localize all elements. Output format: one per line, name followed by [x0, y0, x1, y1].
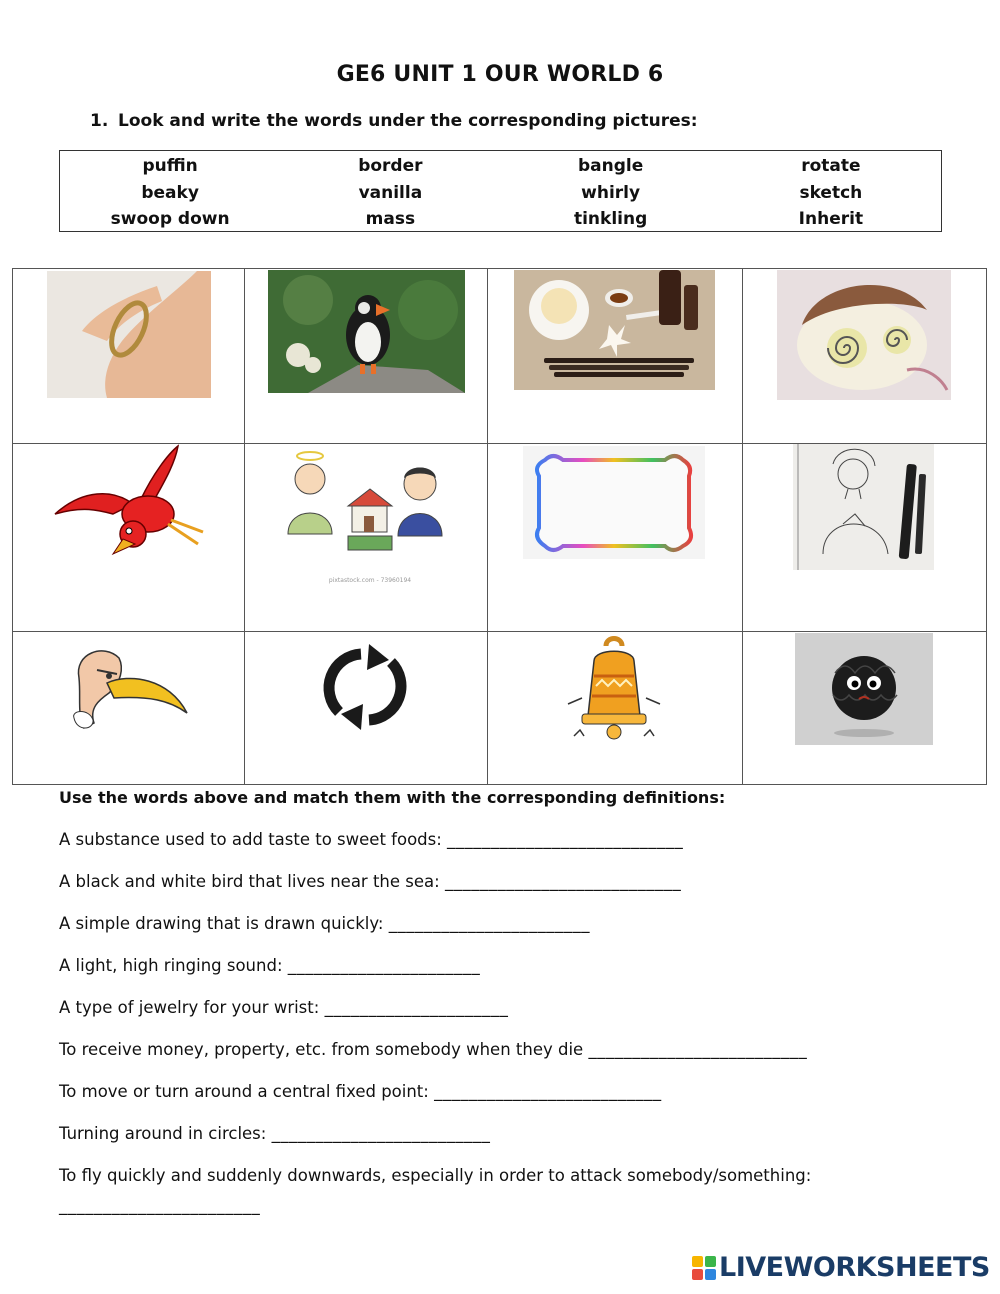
picture-cell[interactable]	[488, 269, 743, 444]
word-bank-word: whirly	[581, 182, 641, 203]
word-bank-word: beaky	[141, 182, 199, 203]
bell-image	[554, 636, 674, 751]
dizzy-hamster-image	[777, 270, 951, 400]
word-bank-word: sketch	[799, 182, 863, 203]
liveworksheets-logo[interactable]	[692, 1252, 990, 1283]
answer-blank[interactable]: ___________________________	[447, 830, 684, 849]
logo-text: LIVEWORKSHEETS	[719, 1252, 990, 1283]
word-bank-word: swoop down	[110, 209, 230, 230]
border-frame-image	[523, 446, 705, 559]
instruction-text: Look and write the words under the corresponding pictures:	[118, 111, 698, 131]
fuzzy-mass-image	[795, 633, 933, 745]
picture-cell[interactable]	[13, 444, 245, 632]
answer-blank[interactable]: ___________________________	[444, 872, 682, 891]
definition-item	[59, 1124, 490, 1143]
definition-item	[59, 998, 508, 1017]
exercise-number: 1.	[90, 111, 109, 131]
picture-cell[interactable]	[245, 444, 488, 632]
word-bank-word: puffin	[142, 156, 198, 177]
definition-text: A type of jewelry for your wrist:	[59, 998, 325, 1017]
watermark-text: pixtastock.com - 73960194	[328, 577, 412, 584]
word-bank	[59, 150, 942, 232]
definition-text: To move or turn around a central fixed point:	[59, 1082, 435, 1101]
bracelet-image	[47, 271, 211, 398]
swooping-bird-image	[53, 444, 213, 559]
sketch-image	[793, 444, 934, 570]
picture-cell[interactable]	[13, 269, 245, 444]
definition-text: A substance used to add taste to sweet foods:	[59, 830, 448, 849]
definition-text: To fly quickly and suddenly downwards, especially in order to attack somebody/something:	[59, 1166, 812, 1185]
picture-cell[interactable]	[743, 632, 987, 785]
word-bank-word: bangle	[577, 156, 644, 177]
rotate-arrows-image	[317, 642, 413, 732]
word-bank-row	[60, 153, 941, 180]
word-bank-word: vanilla	[358, 182, 423, 203]
picture-cell[interactable]	[488, 444, 743, 632]
picture-cell[interactable]	[245, 269, 488, 444]
answer-blank[interactable]: _____________________	[324, 998, 509, 1017]
exercise-1-instruction	[90, 111, 698, 131]
picture-cell[interactable]	[743, 269, 987, 444]
definition-item	[59, 914, 590, 933]
word-bank-row	[60, 206, 941, 233]
definition-item	[59, 1166, 811, 1185]
page-title: GE6 UNIT 1 OUR WORLD 6	[336, 62, 664, 87]
word-bank-word: Inherit	[798, 209, 864, 230]
answer-blank[interactable]: _______________________	[59, 1196, 261, 1215]
beaky-bird-image	[69, 638, 189, 734]
word-bank-word: tinkling	[573, 209, 648, 230]
logo-square	[705, 1256, 716, 1267]
definition-text: To receive money, property, etc. from somebody when they die	[59, 1040, 589, 1059]
vanilla-image	[514, 270, 715, 390]
answer-blank[interactable]: ______________________	[287, 956, 481, 975]
definition-text: Turning around in circles:	[59, 1124, 272, 1143]
definition-item	[59, 1040, 807, 1059]
definition-item	[59, 872, 681, 891]
definition-item	[59, 1196, 260, 1215]
definition-item	[59, 830, 683, 849]
definition-text: A simple drawing that is drawn quickly:	[59, 914, 389, 933]
logo-square	[692, 1256, 703, 1267]
word-bank-word: mass	[365, 209, 416, 230]
picture-cell[interactable]	[13, 632, 245, 785]
answer-blank[interactable]: _______________________	[388, 914, 590, 933]
picture-cell[interactable]	[245, 632, 488, 785]
picture-grid	[12, 268, 987, 785]
picture-cell[interactable]	[488, 632, 743, 785]
definition-text: A black and white bird that lives near the sea:	[59, 872, 445, 891]
definition-text: A light, high ringing sound:	[59, 956, 288, 975]
answer-blank[interactable]: _________________________	[271, 1124, 491, 1143]
answer-blank[interactable]: _________________________	[588, 1040, 808, 1059]
word-bank-word: rotate	[801, 156, 861, 177]
puffin-image	[268, 270, 465, 393]
definition-item	[59, 956, 480, 975]
logo-square	[705, 1269, 716, 1280]
picture-cell[interactable]	[743, 444, 987, 632]
definition-item	[59, 1082, 662, 1101]
word-bank-word: border	[358, 156, 423, 177]
answer-blank[interactable]: __________________________	[434, 1082, 662, 1101]
word-bank-row	[60, 180, 941, 207]
logo-icon	[692, 1256, 716, 1280]
matching-heading: Use the words above and match them with the corresponding definitions:	[59, 788, 726, 807]
logo-square	[692, 1269, 703, 1280]
inherit-image	[270, 444, 470, 589]
